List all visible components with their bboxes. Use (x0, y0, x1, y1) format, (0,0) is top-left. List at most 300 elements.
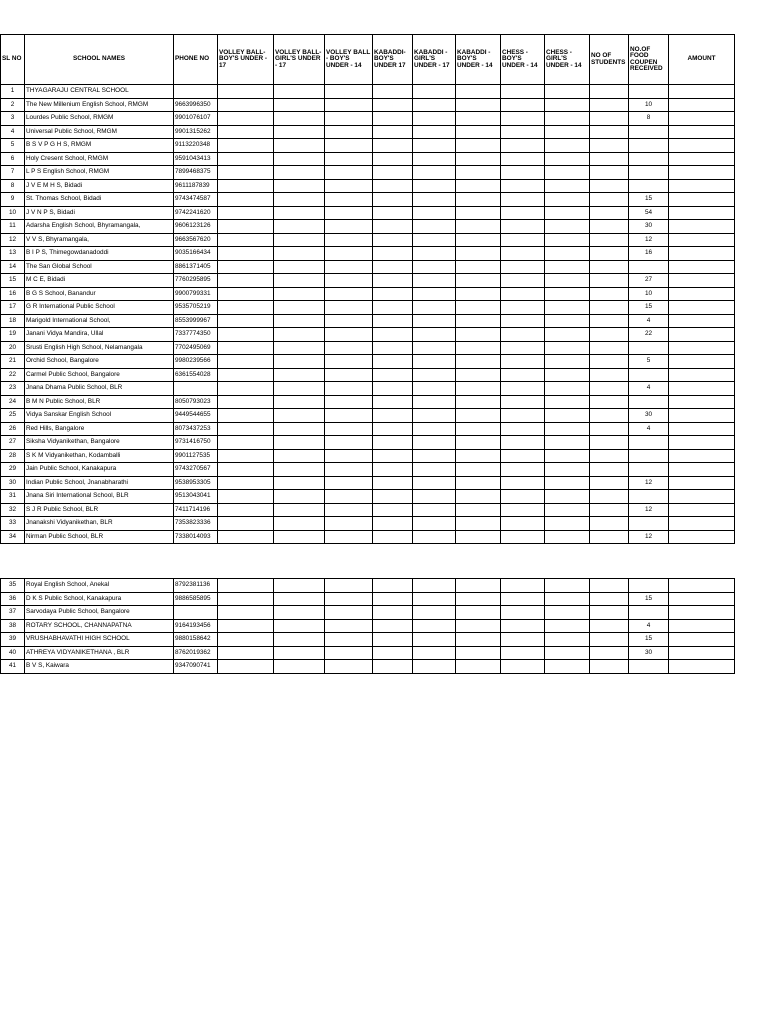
chess-boys-u14-cell (501, 355, 545, 369)
table-row (1, 152, 735, 166)
kabaddi-girls-u17-cell (413, 476, 456, 490)
kabaddi-boys-u14-cell (456, 463, 501, 477)
food-coupen-cell (629, 449, 669, 463)
kabaddi-girls-u17-cell (413, 220, 456, 234)
volleyball-girls-u17-cell (274, 436, 325, 450)
table-row (1, 395, 735, 409)
school-name-cell: Siksha Vidyanikethan, Bangalore (25, 436, 174, 450)
no-of-students-cell (590, 422, 629, 436)
chess-girls-u14-cell (545, 579, 590, 593)
sl-no-cell: 26 (1, 422, 25, 436)
food-coupen-cell: 4 (629, 619, 669, 633)
volleyball-boys-u17-cell (218, 579, 274, 593)
kabaddi-boys-u14-cell (456, 193, 501, 207)
no-of-students-cell (590, 463, 629, 477)
chess-girls-u14-cell (545, 341, 590, 355)
sl-no-cell: 23 (1, 382, 25, 396)
amount-cell (669, 382, 735, 396)
phone-cell: 9591043413 (174, 152, 218, 166)
chess-girls-u14-cell (545, 274, 590, 288)
chess-girls-u14-cell (545, 463, 590, 477)
no-of-students-cell (590, 579, 629, 593)
volleyball-boys-u14-cell (325, 422, 373, 436)
chess-girls-u14-cell (545, 368, 590, 382)
table-row (1, 247, 735, 261)
school-name-cell: L P S English School, RMGM (25, 166, 174, 180)
volleyball-girls-u17-cell (274, 166, 325, 180)
header-food-coupen: NO.OF FOOD COUPEN RECEIVED (629, 35, 669, 85)
no-of-students-cell (590, 530, 629, 544)
sl-no-cell: 25 (1, 409, 25, 423)
kabaddi-boys-u14-cell (456, 409, 501, 423)
school-name-cell: Marigold International School, (25, 314, 174, 328)
volleyball-girls-u17-cell (274, 619, 325, 633)
chess-boys-u14-cell (501, 301, 545, 315)
kabaddi-girls-u17-cell (413, 449, 456, 463)
food-coupen-cell: 10 (629, 287, 669, 301)
chess-boys-u14-cell (501, 436, 545, 450)
header-no-of-students: NO OF STUDENTS (590, 35, 629, 85)
amount-cell (669, 449, 735, 463)
table-row (1, 193, 735, 207)
sl-no-cell: 7 (1, 166, 25, 180)
chess-girls-u14-cell (545, 436, 590, 450)
phone-cell (174, 382, 218, 396)
no-of-students-cell (590, 301, 629, 315)
kabaddi-boys-u14-cell (456, 112, 501, 126)
sl-no-cell: 1 (1, 85, 25, 99)
food-coupen-cell (629, 260, 669, 274)
school-name-cell: Adarsha English School, Bhyramangala, (25, 220, 174, 234)
food-coupen-cell: 8 (629, 112, 669, 126)
volleyball-boys-u17-cell (218, 476, 274, 490)
kabaddi-boys-u17-cell (373, 260, 413, 274)
table-row (1, 355, 735, 369)
chess-girls-u14-cell (545, 355, 590, 369)
volleyball-boys-u14-cell (325, 619, 373, 633)
kabaddi-girls-u17-cell (413, 606, 456, 620)
sl-no-cell: 10 (1, 206, 25, 220)
chess-girls-u14-cell (545, 660, 590, 674)
phone-cell: 8073437253 (174, 422, 218, 436)
kabaddi-girls-u17-cell (413, 382, 456, 396)
volleyball-boys-u17-cell (218, 382, 274, 396)
volleyball-boys-u17-cell (218, 633, 274, 647)
kabaddi-girls-u17-cell (413, 247, 456, 261)
amount-cell (669, 220, 735, 234)
chess-boys-u14-cell (501, 341, 545, 355)
school-name-cell: V V S, Bhyramangala, (25, 233, 174, 247)
header-volleyball-girls-u17: VOLLEY BALL-GIRL'S UNDER - 17 (274, 35, 325, 85)
chess-girls-u14-cell (545, 233, 590, 247)
volleyball-boys-u14-cell (325, 139, 373, 153)
phone-cell: 9901315262 (174, 125, 218, 139)
table-row (1, 125, 735, 139)
volleyball-girls-u17-cell (274, 382, 325, 396)
phone-cell: 9980239566 (174, 355, 218, 369)
amount-cell (669, 355, 735, 369)
food-coupen-cell (629, 85, 669, 99)
food-coupen-cell (629, 125, 669, 139)
chess-girls-u14-cell (545, 382, 590, 396)
table-row (1, 179, 735, 193)
kabaddi-boys-u14-cell (456, 660, 501, 674)
food-coupen-cell: 54 (629, 206, 669, 220)
phone-cell (174, 85, 218, 99)
table-row (1, 301, 735, 315)
kabaddi-boys-u17-cell (373, 98, 413, 112)
kabaddi-girls-u17-cell (413, 206, 456, 220)
sl-no-cell: 19 (1, 328, 25, 342)
sl-no-cell: 16 (1, 287, 25, 301)
volleyball-boys-u17-cell (218, 660, 274, 674)
table-row (1, 606, 735, 620)
chess-boys-u14-cell (501, 166, 545, 180)
header-kabaddi-boys-u17: KABADDI- BOY'S UNDER 17 (373, 35, 413, 85)
chess-girls-u14-cell (545, 422, 590, 436)
amount-cell (669, 193, 735, 207)
sl-no-cell: 22 (1, 368, 25, 382)
volleyball-boys-u14-cell (325, 476, 373, 490)
kabaddi-boys-u17-cell (373, 463, 413, 477)
volleyball-girls-u17-cell (274, 517, 325, 531)
sl-no-cell: 6 (1, 152, 25, 166)
kabaddi-boys-u17-cell (373, 660, 413, 674)
table-row (1, 233, 735, 247)
table-row (1, 287, 735, 301)
chess-boys-u14-cell (501, 382, 545, 396)
table-row (1, 592, 735, 606)
amount-cell (669, 409, 735, 423)
amount-cell (669, 98, 735, 112)
kabaddi-boys-u14-cell (456, 233, 501, 247)
school-name-cell: Jnanakshi Vidyanikethan, BLR (25, 517, 174, 531)
kabaddi-boys-u14-cell (456, 530, 501, 544)
volleyball-boys-u14-cell (325, 166, 373, 180)
kabaddi-girls-u17-cell (413, 166, 456, 180)
food-coupen-cell (629, 368, 669, 382)
phone-cell: 9743270567 (174, 463, 218, 477)
food-coupen-cell (629, 579, 669, 593)
chess-boys-u14-cell (501, 395, 545, 409)
volleyball-boys-u14-cell (325, 260, 373, 274)
kabaddi-girls-u17-cell (413, 619, 456, 633)
volleyball-girls-u17-cell (274, 85, 325, 99)
volleyball-boys-u17-cell (218, 463, 274, 477)
amount-cell (669, 152, 735, 166)
kabaddi-girls-u17-cell (413, 395, 456, 409)
volleyball-boys-u17-cell (218, 646, 274, 660)
sl-no-cell: 28 (1, 449, 25, 463)
chess-boys-u14-cell (501, 179, 545, 193)
amount-cell (669, 422, 735, 436)
chess-girls-u14-cell (545, 98, 590, 112)
volleyball-boys-u17-cell (218, 517, 274, 531)
chess-boys-u14-cell (501, 579, 545, 593)
chess-girls-u14-cell (545, 592, 590, 606)
amount-cell (669, 206, 735, 220)
no-of-students-cell (590, 98, 629, 112)
volleyball-boys-u17-cell (218, 530, 274, 544)
no-of-students-cell (590, 193, 629, 207)
chess-boys-u14-cell (501, 422, 545, 436)
phone-cell: 9886585895 (174, 592, 218, 606)
phone-cell: 9113220348 (174, 139, 218, 153)
sl-no-cell: 27 (1, 436, 25, 450)
phone-cell: 9449544655 (174, 409, 218, 423)
volleyball-boys-u17-cell (218, 395, 274, 409)
school-name-cell: Jnana Dhama Public School, BLR (25, 382, 174, 396)
kabaddi-boys-u17-cell (373, 301, 413, 315)
volleyball-girls-u17-cell (274, 179, 325, 193)
kabaddi-boys-u14-cell (456, 395, 501, 409)
table-row (1, 220, 735, 234)
volleyball-girls-u17-cell (274, 449, 325, 463)
table-row (1, 579, 735, 593)
table-row (1, 85, 735, 99)
school-name-cell: Indian Public School, Jnanabharathi (25, 476, 174, 490)
sl-no-cell: 13 (1, 247, 25, 261)
kabaddi-boys-u17-cell (373, 314, 413, 328)
no-of-students-cell (590, 85, 629, 99)
chess-girls-u14-cell (545, 139, 590, 153)
no-of-students-cell (590, 287, 629, 301)
chess-boys-u14-cell (501, 633, 545, 647)
table-row (1, 660, 735, 674)
table-row (1, 98, 735, 112)
kabaddi-boys-u14-cell (456, 517, 501, 531)
kabaddi-boys-u14-cell (456, 355, 501, 369)
volleyball-boys-u17-cell (218, 422, 274, 436)
kabaddi-boys-u17-cell (373, 233, 413, 247)
no-of-students-cell (590, 517, 629, 531)
amount-cell (669, 341, 735, 355)
amount-cell (669, 112, 735, 126)
volleyball-boys-u14-cell (325, 395, 373, 409)
kabaddi-girls-u17-cell (413, 368, 456, 382)
amount-cell (669, 606, 735, 620)
kabaddi-girls-u17-cell (413, 660, 456, 674)
table-row (1, 139, 735, 153)
sl-no-cell: 3 (1, 112, 25, 126)
kabaddi-girls-u17-cell (413, 314, 456, 328)
chess-boys-u14-cell (501, 409, 545, 423)
volleyball-girls-u17-cell (274, 301, 325, 315)
volleyball-boys-u14-cell (325, 341, 373, 355)
kabaddi-boys-u17-cell (373, 395, 413, 409)
chess-girls-u14-cell (545, 409, 590, 423)
food-coupen-cell: 5 (629, 355, 669, 369)
table-row (1, 633, 735, 647)
chess-boys-u14-cell (501, 476, 545, 490)
school-name-cell: ROTARY SCHOOL, CHANNAPATNA (25, 619, 174, 633)
food-coupen-cell: 15 (629, 193, 669, 207)
no-of-students-cell (590, 341, 629, 355)
no-of-students-cell (590, 382, 629, 396)
chess-boys-u14-cell (501, 314, 545, 328)
no-of-students-cell (590, 409, 629, 423)
volleyball-boys-u14-cell (325, 274, 373, 288)
kabaddi-boys-u17-cell (373, 490, 413, 504)
table-row (1, 341, 735, 355)
volleyball-girls-u17-cell (274, 112, 325, 126)
kabaddi-boys-u17-cell (373, 125, 413, 139)
kabaddi-boys-u17-cell (373, 355, 413, 369)
volleyball-boys-u17-cell (218, 233, 274, 247)
volleyball-boys-u17-cell (218, 98, 274, 112)
table-row (1, 260, 735, 274)
school-name-cell: S J R Public School, BLR (25, 503, 174, 517)
phone-cell (174, 606, 218, 620)
chess-boys-u14-cell (501, 125, 545, 139)
sl-no-cell: 2 (1, 98, 25, 112)
sl-no-cell: 38 (1, 619, 25, 633)
chess-boys-u14-cell (501, 328, 545, 342)
amount-cell (669, 476, 735, 490)
no-of-students-cell (590, 139, 629, 153)
table-row (1, 646, 735, 660)
chess-boys-u14-cell (501, 247, 545, 261)
school-name-cell: B S V P G H S, RMGM (25, 139, 174, 153)
phone-cell: 9347090741 (174, 660, 218, 674)
kabaddi-boys-u17-cell (373, 579, 413, 593)
food-coupen-cell: 10 (629, 98, 669, 112)
kabaddi-boys-u14-cell (456, 328, 501, 342)
sl-no-cell: 32 (1, 503, 25, 517)
school-name-cell: Royal English School, Anekal (25, 579, 174, 593)
no-of-students-cell (590, 274, 629, 288)
volleyball-boys-u14-cell (325, 633, 373, 647)
kabaddi-boys-u14-cell (456, 579, 501, 593)
no-of-students-cell (590, 606, 629, 620)
food-coupen-cell: 15 (629, 633, 669, 647)
volleyball-boys-u14-cell (325, 530, 373, 544)
header-volleyball-boys-u14: VOLLEY BALL - BOY'S UNDER - 14 (325, 35, 373, 85)
phone-cell: 9164193456 (174, 619, 218, 633)
kabaddi-girls-u17-cell (413, 328, 456, 342)
phone-cell: 9663567620 (174, 233, 218, 247)
volleyball-boys-u14-cell (325, 646, 373, 660)
volleyball-boys-u17-cell (218, 247, 274, 261)
chess-boys-u14-cell (501, 606, 545, 620)
chess-boys-u14-cell (501, 274, 545, 288)
phone-cell: 8050793023 (174, 395, 218, 409)
amount-cell (669, 274, 735, 288)
amount-cell (669, 579, 735, 593)
volleyball-boys-u17-cell (218, 139, 274, 153)
kabaddi-boys-u17-cell (373, 530, 413, 544)
volleyball-girls-u17-cell (274, 606, 325, 620)
volleyball-boys-u17-cell (218, 125, 274, 139)
no-of-students-cell (590, 592, 629, 606)
volleyball-boys-u17-cell (218, 301, 274, 315)
volleyball-boys-u14-cell (325, 233, 373, 247)
volleyball-boys-u17-cell (218, 274, 274, 288)
kabaddi-boys-u14-cell (456, 606, 501, 620)
header-school-names: SCHOOL NAMES (25, 35, 174, 85)
sl-no-cell: 34 (1, 530, 25, 544)
food-coupen-cell: 30 (629, 409, 669, 423)
chess-girls-u14-cell (545, 503, 590, 517)
chess-boys-u14-cell (501, 98, 545, 112)
food-coupen-cell: 30 (629, 646, 669, 660)
chess-girls-u14-cell (545, 619, 590, 633)
kabaddi-boys-u14-cell (456, 166, 501, 180)
amount-cell (669, 368, 735, 382)
kabaddi-boys-u14-cell (456, 476, 501, 490)
chess-boys-u14-cell (501, 260, 545, 274)
no-of-students-cell (590, 646, 629, 660)
kabaddi-boys-u17-cell (373, 274, 413, 288)
phone-cell: 8861371405 (174, 260, 218, 274)
kabaddi-boys-u17-cell (373, 179, 413, 193)
kabaddi-boys-u17-cell (373, 633, 413, 647)
school-name-cell: S K M Vidyanikethan, Kodamballi (25, 449, 174, 463)
phone-cell: 7760295895 (174, 274, 218, 288)
amount-cell (669, 463, 735, 477)
kabaddi-boys-u17-cell (373, 592, 413, 606)
sl-no-cell: 5 (1, 139, 25, 153)
volleyball-girls-u17-cell (274, 579, 325, 593)
kabaddi-boys-u14-cell (456, 436, 501, 450)
chess-girls-u14-cell (545, 152, 590, 166)
food-coupen-cell (629, 152, 669, 166)
kabaddi-boys-u17-cell (373, 503, 413, 517)
volleyball-boys-u14-cell (325, 449, 373, 463)
phone-cell: 7411714196 (174, 503, 218, 517)
chess-girls-u14-cell (545, 247, 590, 261)
chess-girls-u14-cell (545, 301, 590, 315)
table-row (1, 328, 735, 342)
phone-cell: 7337774350 (174, 328, 218, 342)
chess-girls-u14-cell (545, 328, 590, 342)
school-name-cell: B I P S, Thimegowdanadoddi (25, 247, 174, 261)
kabaddi-girls-u17-cell (413, 274, 456, 288)
amount-cell (669, 633, 735, 647)
kabaddi-boys-u17-cell (373, 112, 413, 126)
chess-boys-u14-cell (501, 85, 545, 99)
food-coupen-cell (629, 517, 669, 531)
kabaddi-boys-u14-cell (456, 179, 501, 193)
header-sl-no: SL NO (1, 35, 25, 85)
volleyball-boys-u17-cell (218, 409, 274, 423)
no-of-students-cell (590, 112, 629, 126)
chess-girls-u14-cell (545, 193, 590, 207)
volleyball-boys-u14-cell (325, 193, 373, 207)
volleyball-girls-u17-cell (274, 660, 325, 674)
volleyball-girls-u17-cell (274, 233, 325, 247)
phone-cell: 8762019362 (174, 646, 218, 660)
amount-cell (669, 328, 735, 342)
school-name-cell: Carmel Public School, Bangalore (25, 368, 174, 382)
school-name-cell: M C E, Bidadi (25, 274, 174, 288)
volleyball-girls-u17-cell (274, 592, 325, 606)
no-of-students-cell (590, 166, 629, 180)
sl-no-cell: 24 (1, 395, 25, 409)
volleyball-boys-u17-cell (218, 220, 274, 234)
chess-boys-u14-cell (501, 287, 545, 301)
volleyball-girls-u17-cell (274, 422, 325, 436)
sl-no-cell: 35 (1, 579, 25, 593)
volleyball-boys-u14-cell (325, 436, 373, 450)
table-row (1, 490, 735, 504)
food-coupen-cell: 15 (629, 592, 669, 606)
kabaddi-boys-u14-cell (456, 125, 501, 139)
chess-boys-u14-cell (501, 112, 545, 126)
volleyball-girls-u17-cell (274, 463, 325, 477)
food-coupen-cell: 27 (629, 274, 669, 288)
phone-cell: 8553999967 (174, 314, 218, 328)
